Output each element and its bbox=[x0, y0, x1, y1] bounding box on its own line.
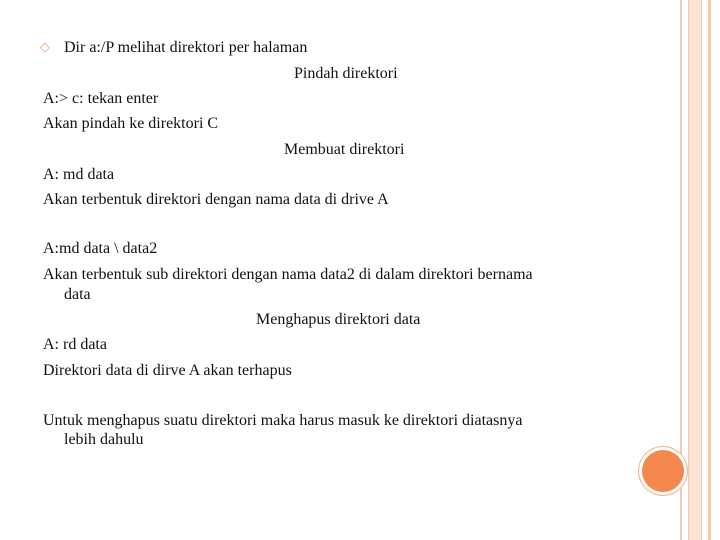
text-line-md-data: A: md data bbox=[43, 166, 115, 183]
text-line-untuk-menghapus: Untuk menghapus suatu direktori maka harus masuk ke direktori diatasnya bbox=[43, 412, 523, 429]
text-line-dir: Dir a:/P melihat direktori per halaman bbox=[64, 39, 308, 56]
heading-pindah-direktori: Pindah direktori bbox=[294, 65, 398, 82]
text-line-rd-data: A: rd data bbox=[43, 336, 107, 353]
text-line-terhapus: Direktori data di dirve A akan terhapus bbox=[43, 362, 292, 379]
heading-menghapus-direktori: Menghapus direktori data bbox=[256, 311, 421, 328]
text-line-lebih-dahulu: lebih dahulu bbox=[64, 431, 144, 448]
text-line-command-c: A:> c: tekan enter bbox=[43, 90, 159, 107]
text-line-terbentuk: Akan terbentuk direktori dengan nama data di drive A bbox=[43, 191, 389, 208]
heading-membuat-direktori: Membuat direktori bbox=[284, 141, 405, 158]
decorative-rail-band bbox=[688, 0, 702, 540]
decorative-circle-icon bbox=[642, 450, 684, 492]
text-line-sub-direktori-cont: data bbox=[64, 286, 91, 303]
decorative-rail bbox=[708, 0, 711, 540]
text-line-pindah-c: Akan pindah ke direktori C bbox=[43, 115, 219, 132]
hollow-diamond-icon: ◇ bbox=[40, 40, 50, 55]
text-line-sub-direktori: Akan terbentuk sub direktori dengan nama data2 di dalam direktori bernama bbox=[43, 266, 533, 283]
text-line-md-data2: A:md data \ data2 bbox=[43, 240, 158, 257]
